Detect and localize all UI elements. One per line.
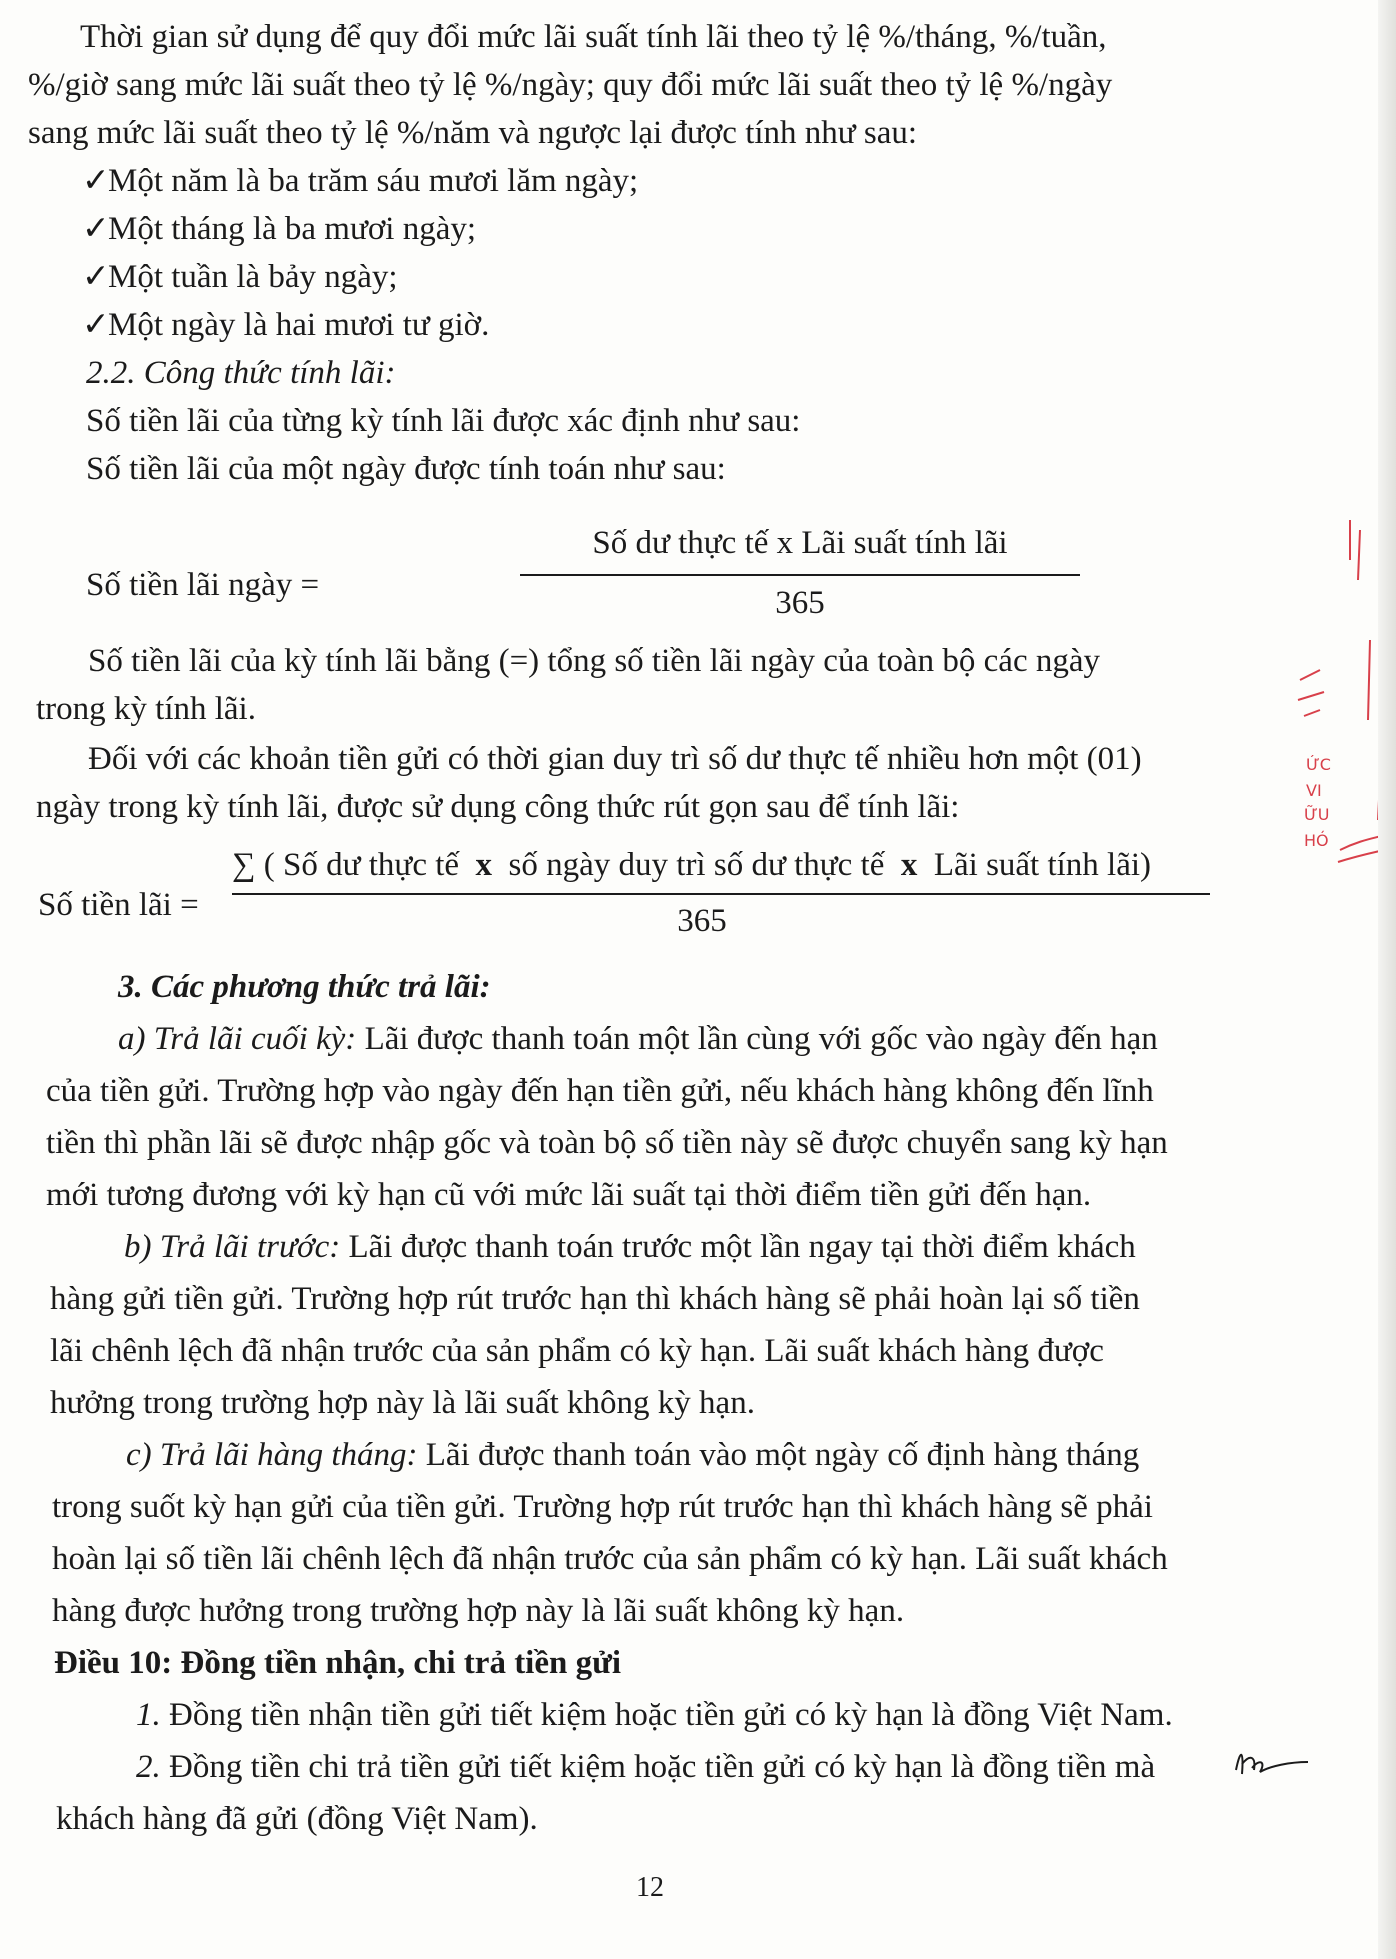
checklist-item	[82, 300, 489, 350]
formula-2-numerator-b: số ngày duy trì số dư thực tế	[508, 847, 885, 883]
check-icon: ✓	[82, 211, 110, 247]
checklist-item	[82, 252, 398, 302]
red-seal-stamp	[1280, 520, 1390, 940]
formula-1-denominator: 365	[775, 585, 825, 621]
check-icon: ✓	[82, 163, 110, 199]
checklist-item-text: Một tháng là ba mươi ngày;	[108, 211, 477, 247]
para-deposit-line-2: ngày trong kỳ tính lãi, được sử dụng công thức rút gọn sau để tính lãi:	[36, 789, 960, 825]
article-10-item-2	[136, 1742, 1155, 1792]
formula-2-denominator: 365	[677, 903, 727, 939]
formula-2-numerator	[232, 840, 1151, 890]
article-10-heading: Điều 10: Đồng tiền nhận, chi trả tiền gửi	[54, 1645, 622, 1681]
section-3c-line-3: hoàn lại số tiền lãi chênh lệch đã nhận trước của sản phẩm có kỳ hạn. Lãi suất khách	[52, 1541, 1168, 1577]
section-3a-line-2: của tiền gửi. Trường hợp vào ngày đến hạn tiền gửi, nếu khách hàng không đến lĩnh	[46, 1073, 1154, 1109]
times-symbol: x	[475, 847, 493, 883]
sigma-symbol: ∑	[232, 847, 256, 883]
article-10-item-2-text: Đồng tiền chi trả tiền gửi tiết kiệm hoặc tiền gửi có kỳ hạn là đồng tiền mà	[160, 1749, 1156, 1785]
section-3c-line-4: hàng được hưởng trong trường hợp này là lãi suất không kỳ hạn.	[52, 1593, 905, 1629]
svg-text:HÓ: HÓ	[1304, 831, 1329, 850]
checklist-item-text: Một năm là ba trăm sáu mươi lăm ngày;	[108, 163, 639, 199]
section-3a-line-4: mới tương đương với kỳ hạn cũ với mức lãi suất tại thời điểm tiền gửi đến hạn.	[46, 1177, 1092, 1213]
section-3c-text: Lãi được thanh toán vào một ngày cố định hàng tháng	[417, 1437, 1140, 1473]
section-3b-line-1	[124, 1222, 1136, 1272]
intro-line-3: sang mức lãi suất theo tỷ lệ %/năm và ngược lại được tính như sau:	[28, 115, 918, 151]
section-2-2-heading: 2.2. Công thức tính lãi:	[86, 355, 396, 391]
checklist-item-text: Một ngày là hai mươi tư giờ.	[108, 307, 490, 343]
intro-line-1: Thời gian sử dụng để quy đổi mức lãi suất tính lãi theo tỷ lệ %/tháng, %/tuần,	[80, 19, 1107, 55]
para-sum-line-1: Số tiền lãi của kỳ tính lãi bằng (=) tổng số tiền lãi ngày của toàn bộ các ngày	[88, 643, 1100, 679]
check-icon: ✓	[82, 259, 110, 295]
section-3c-label: c) Trả lãi hàng tháng:	[126, 1437, 418, 1473]
formula-1-fraction-bar	[520, 574, 1080, 576]
article-10-item-2-number: 2.	[136, 1749, 161, 1785]
checklist-item	[82, 156, 638, 206]
scan-edge	[1378, 0, 1396, 1959]
section-3c-line-2: trong suốt kỳ hạn gửi của tiền gửi. Trường hợp rút trước hạn thì khách hàng sẽ phải	[52, 1489, 1153, 1525]
checklist-item	[82, 204, 476, 254]
svg-text:ỮU: ỮU	[1304, 805, 1330, 824]
section-3b-label: b) Trả lãi trước:	[124, 1229, 341, 1265]
section-3b-line-4: hưởng trong trường hợp này là lãi suất không kỳ hạn.	[50, 1385, 755, 1421]
signature-initials	[1230, 1740, 1310, 1790]
svg-text:VI: VI	[1306, 781, 1322, 800]
section-3a-text: Lãi được thanh toán một lần cùng với gốc vào ngày đến hạn	[356, 1021, 1158, 1057]
formula-2-label: Số tiền lãi =	[38, 887, 199, 923]
formula-2-numerator-c: Lãi suất tính lãi)	[933, 847, 1152, 883]
section-3a-label: a) Trả lãi cuối kỳ:	[118, 1021, 357, 1057]
section-3b-line-2: hàng gửi tiền gửi. Trường hợp rút trước hạn thì khách hàng sẽ phải hoàn lại số tiền	[50, 1281, 1140, 1317]
section-3a-line-3: tiền thì phần lãi sẽ được nhập gốc và toàn bộ số tiền này sẽ được chuyển sang kỳ hạn	[46, 1125, 1168, 1161]
times-symbol: x	[900, 847, 918, 883]
section-2-2-line-2: Số tiền lãi của một ngày được tính toán như sau:	[86, 451, 726, 487]
page-number: 12	[636, 1872, 664, 1903]
section-3c-line-1	[126, 1430, 1139, 1480]
formula-2-numerator-a: ( Số dư thực tế	[263, 847, 460, 883]
article-10-item-1	[136, 1690, 1173, 1740]
formula-1-label: Số tiền lãi ngày =	[86, 567, 320, 603]
section-3b-text: Lãi được thanh toán trước một lần ngay tại thời điểm khách	[340, 1229, 1136, 1265]
intro-line-2: %/giờ sang mức lãi suất theo tỷ lệ %/ngày; quy đổi mức lãi suất theo tỷ lệ %/ngày	[28, 67, 1113, 103]
article-10-item-1-text: Đồng tiền nhận tiền gửi tiết kiệm hoặc tiền gửi có kỳ hạn là đồng Việt Nam.	[160, 1697, 1173, 1733]
article-10-item-1-number: 1.	[136, 1697, 161, 1733]
checklist-item-text: Một tuần là bảy ngày;	[108, 259, 398, 295]
article-10-item-2-line-2: khách hàng đã gửi (đồng Việt Nam).	[56, 1801, 538, 1837]
section-3b-line-3: lãi chênh lệch đã nhận trước của sản phẩm có kỳ hạn. Lãi suất khách hàng được	[50, 1333, 1104, 1369]
section-3-heading: 3. Các phương thức trả lãi:	[118, 969, 491, 1005]
section-3a-line-1	[118, 1014, 1158, 1064]
para-deposit-line-1: Đối với các khoản tiền gửi có thời gian duy trì số dư thực tế nhiều hơn một (01)	[88, 741, 1142, 777]
check-icon: ✓	[82, 307, 110, 343]
para-sum-line-2: trong kỳ tính lãi.	[36, 691, 256, 727]
section-2-2-line-1: Số tiền lãi của từng kỳ tính lãi được xác định như sau:	[86, 403, 801, 439]
formula-1-numerator: Số dư thực tế x Lãi suất tính lãi	[592, 525, 1008, 561]
formula-2-fraction-bar	[232, 893, 1210, 895]
svg-text:ỨC: ỨC	[1306, 755, 1331, 774]
